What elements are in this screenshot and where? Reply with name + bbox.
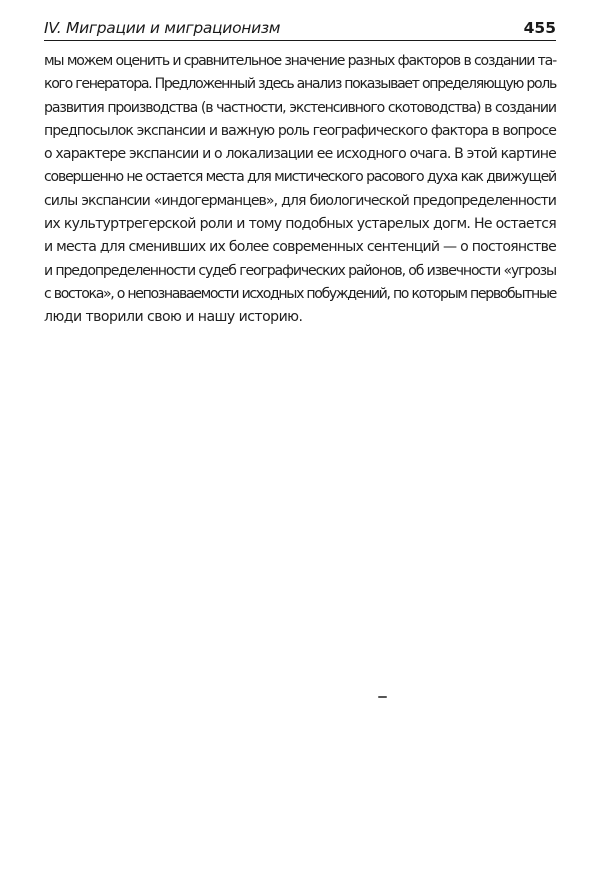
text-line: их культуртрегерской роли и тому подобных устарелых догм. Не остается bbox=[44, 216, 556, 233]
text-line: о характере экспансии и о локализации ее исходного очага. В этой картине bbox=[44, 146, 556, 163]
text-line: и места для сменивших их более современных сентенций — о постоянстве bbox=[44, 239, 556, 256]
text-line: предпосылок экспансии и важную роль географического фактора в вопросе bbox=[44, 122, 556, 139]
text-line: люди творили свою и нашу историю. bbox=[44, 309, 303, 326]
chapter-title: IV. Миграции и миграционизм bbox=[44, 19, 281, 37]
text-line: кого генератора. Предложенный здесь анализ показывает определяющую роль bbox=[44, 76, 556, 93]
scan-mark bbox=[378, 696, 387, 698]
page-number: 455 bbox=[523, 19, 556, 37]
text-line: мы можем оценить и сравнительное значение разных факторов в создании та- bbox=[44, 53, 556, 69]
text-line: силы экспансии «индогерманцев», для биологической предопределенности bbox=[44, 192, 556, 209]
text-line: с востока», о непознаваемости исходных побуждений, по которым первобытные bbox=[44, 285, 556, 302]
running-head bbox=[44, 14, 556, 41]
text-line: совершенно не остается места для мистического расового духа как движущей bbox=[44, 169, 556, 186]
text-line: и предопределенности судеб географических районов, об извечности «угрозы bbox=[44, 262, 556, 279]
text-line: развития производства (в частности, экстенсивного скотоводства) в создании bbox=[44, 99, 556, 116]
body-paragraph bbox=[44, 50, 556, 330]
